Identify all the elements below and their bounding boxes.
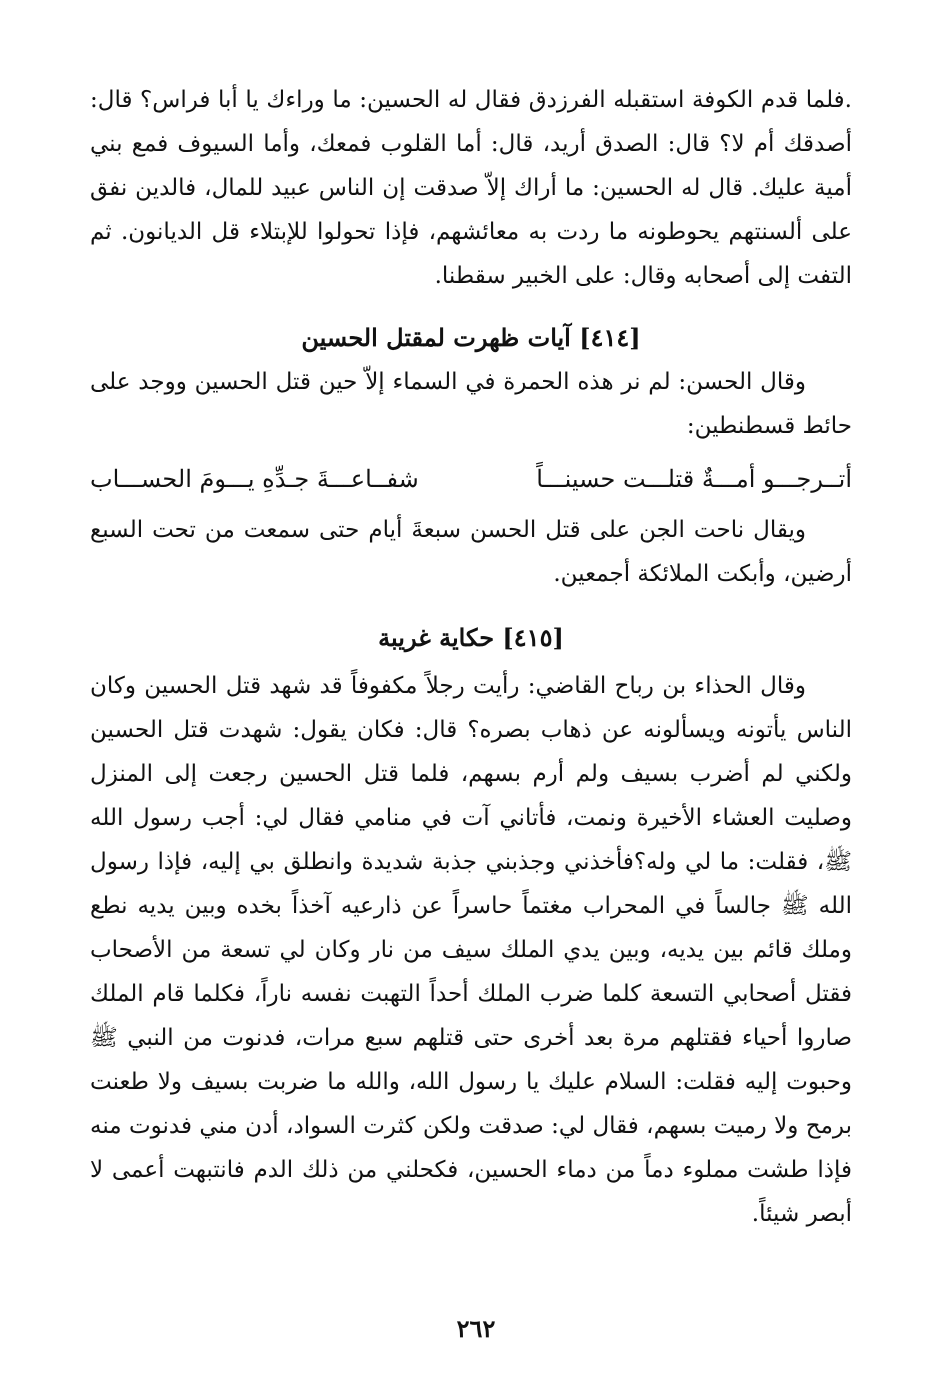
poem-verse bbox=[90, 456, 852, 502]
paragraph-jinn-mourning: ويقال ناحت الجن على قتل الحسن سبعةَ أيام حتى سمعت من تحت السبع أرضين، وأبكت الملائكة أجمعين. bbox=[90, 517, 852, 587]
paragraph-hasan-red-sky: وقال الحسن: لم نر هذه الحمرة في السماء إلاّ حين قتل الحسين ووجد على حائط قسطنطين: bbox=[90, 369, 852, 439]
verse-second-hemistich: شفــاعـــةَ جـدِّهِ يـــومَ الحســـاب bbox=[90, 465, 419, 493]
book-page bbox=[90, 70, 852, 1370]
heading-414: [٤١٤] آيات ظهرت لمقتل الحسين bbox=[301, 323, 641, 352]
page-number: ٢٦٢ bbox=[456, 1314, 496, 1343]
verse-first-hemistich: أتــرجـــو أمـــةٌ قتلـــت حسينـــاً bbox=[536, 465, 852, 493]
paragraph-blind-man-story: وقال الحذاء بن رباح القاضي: رأيت رجلاً مكفوفاً قد شهد قتل الحسين وكان الناس يأتونه ويسألونه عن ذهاب بصره؟ قال: فكان يقول: شهدت قتل الحسين ولكني لم أضرب بسيف ولم أرم بسهم، فلما قتل الحسين رجعت إلى المنزل وصليت العشاء الأخيرة ونمت، فأتاني آت في منامي فقال لي: أجب رسول الله ﷺ، فقلت: ما لي وله؟فأخذني وجذبني جذبة شديدة وانطلق بي إليه، فإذا رسول الله ﷺ جالساً في المحراب مغتماً حاسراً عن ذارعيه آخذاً بخده وبين يديه نطع وملك قائم بين يديه، وبين يدي الملك سيف من نار وكان لي تسعة من الأصحاب فقتل أصحابي التسعة كلما ضرب الملك أحداً التهبت نفسه ناراً، فكلما قام الملك صاروا أحياء فقتلهم مرة بعد أخرى حتى قتلهم سبع مرات، فدنوت من النبي ﷺ وحبوت إليه فقلت: السلام عليك يا رسول الله، والله ما ضربت بسيف ولا طعنت برمح ولا رميت بسهم، فقال لي: صدقت ولكن كثرت السواد، أدن مني فدنوت منه فإذا طشت مملوء دماً من دماء الحسين، فكحلني من ذلك الدم فانتبهت أعمى لا أبصر شيئاً. bbox=[90, 673, 852, 1227]
paragraph-farazdaq: .فلما قدم الكوفة استقبله الفرزدق فقال له الحسين: ما وراءك يا أبا فراس؟ قال: أصدقك أم لا؟ قال: الصدق أريد، قال: أما القلوب فمعك، وأما السيوف فمع بني أمية عليك. قال له الحسين: ما أراك إلاّ صدقت إن الناس عبيد للمال، فالدين نفق على ألسنتهم يحوطونه ما ردت به معائشهم، فإذا تحولوا للإبتلاء قل الديانون. ثم التفت إلى أصحابه وقال: على الخبير سقطنا. bbox=[90, 87, 852, 289]
heading-415: [٤١٥] حكاية غريبة bbox=[378, 623, 564, 652]
